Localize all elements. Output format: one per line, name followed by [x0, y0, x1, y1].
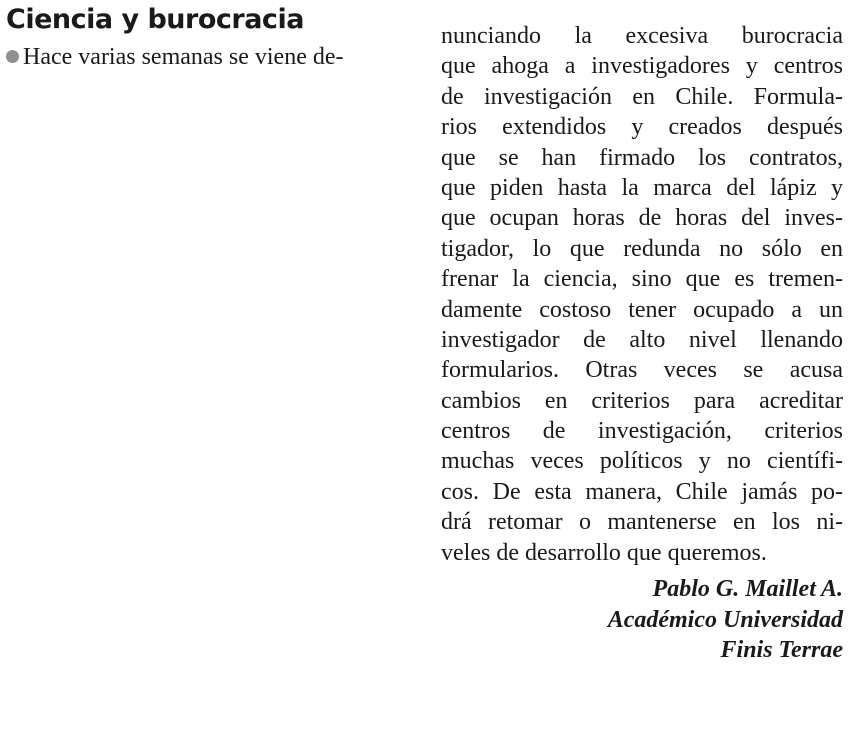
- right-column: [441, 21, 843, 666]
- body-line: de investigación en Chile. Formula-: [441, 83, 843, 110]
- body-line: cos. De esta manera, Chile jamás po-: [441, 478, 843, 505]
- lead-text: Hace varias semanas se viene de-: [23, 44, 344, 70]
- body-line: que se han firmado los contratos,: [441, 144, 843, 171]
- body-line: que ocupan horas de horas del inves-: [441, 205, 843, 232]
- article-lead: [6, 42, 416, 72]
- body-line: tigador, lo que redunda no sólo en: [441, 235, 843, 262]
- body-line: cambios en criterios para acreditar: [441, 387, 843, 414]
- author-name: Pablo G. Maillet A.: [652, 576, 843, 603]
- body-line: que ahoga a investigadores y centros: [441, 53, 843, 80]
- author-title-line1: Académico Universidad: [607, 606, 843, 633]
- bullet-dot-icon: [6, 50, 19, 63]
- body-line: rios extendidos y creados después: [441, 114, 843, 141]
- body-line-last: veles de desarrollo que queremos.: [441, 539, 767, 566]
- body-line: centros de investigación, criterios: [441, 418, 843, 445]
- body-line: drá retomar o mantenerse en los ni-: [441, 509, 843, 536]
- body-line: formularios. Otras veces se acusa: [441, 357, 843, 384]
- body-line: que piden hasta la marca del lápiz y: [441, 174, 843, 201]
- author-signature: [441, 574, 843, 666]
- body-line: nunciando la excesiva burocracia: [441, 23, 843, 49]
- body-line: damente costoso tener ocupado a un: [441, 296, 843, 323]
- article-headline: Ciencia y burocracia: [6, 4, 304, 35]
- body-line: muchas veces políticos y no científi-: [441, 448, 843, 475]
- body-line: investigador de alto nivel llenando: [441, 326, 843, 353]
- left-column: [6, 0, 416, 72]
- body-line: frenar la ciencia, sino que es tremen-: [441, 266, 843, 293]
- author-title-line2: Finis Terrae: [720, 637, 843, 664]
